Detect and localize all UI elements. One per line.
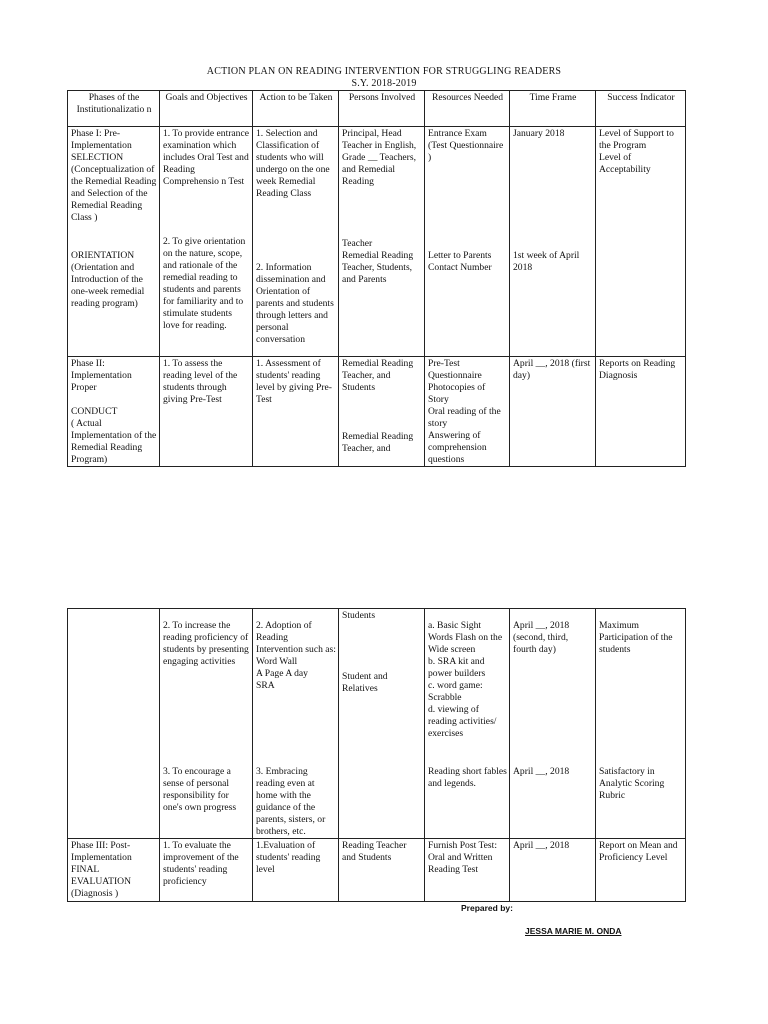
- time-2-text: 1st week of April 2018: [513, 250, 580, 273]
- resources-cell: [425, 357, 510, 467]
- time-text: April __, 2018 (first day): [513, 358, 591, 381]
- phase-conduct-text: Phase II: Implementation Proper CONDUCT ( Actual Implementation of the Remedial Reading Program): [71, 358, 157, 465]
- header-time-frame: Time Frame: [510, 91, 596, 127]
- success-text: Report on Mean and Proficiency Level: [599, 840, 678, 863]
- time-1-text: April __, 2018 (second, third, fourth day): [513, 620, 570, 655]
- action-cell: [253, 609, 339, 839]
- persons-relatives-text: Student and Relatives: [342, 671, 388, 694]
- resources-2-text: Letter to Parents Contact Number: [428, 250, 492, 273]
- goals-cell: [160, 839, 253, 902]
- persons-cell: [339, 127, 425, 357]
- phase-2-continued-row: [68, 609, 686, 839]
- resources-1-text: a. Basic Sight Words Flash on the Wide screen b. SRA kit and power builders c. word game: Scrabble d. viewing of reading activities/ exercises: [428, 620, 503, 739]
- persons-students-text: Students: [342, 610, 376, 621]
- phase-selection-text: Phase I: Pre-Implementation SELECTION (Conceptualization of the Remedial Reading and Selection of the Remedial Reading Class ): [71, 128, 157, 223]
- phase-3-row: [68, 839, 686, 902]
- goals-cell: [160, 357, 253, 467]
- success-cell: [596, 839, 686, 902]
- time-cell: [510, 609, 596, 839]
- action-2-text: 2. Adoption of Reading Intervention such as: Word Wall A Page A day SRA: [256, 620, 336, 691]
- phase-final-evaluation-text: Phase III: Post-Implementation FINAL EVALUATION (Diagnosis ): [71, 840, 132, 899]
- header-success: Success Indicator: [596, 91, 686, 127]
- phase-cell-empty: [68, 609, 160, 839]
- time-cell: [510, 839, 596, 902]
- persons-cell: [339, 609, 425, 839]
- prepared-by-label: Prepared by:: [461, 903, 513, 913]
- persons-1-text: Remedial Reading Teacher, and Students: [342, 358, 414, 393]
- resources-1-text: Entrance Exam (Test Questionnaire ): [428, 128, 504, 163]
- time-1-text: January 2018: [513, 128, 565, 139]
- resources-cell: [425, 839, 510, 902]
- action-cell: [253, 127, 339, 357]
- persons-cell: [339, 839, 425, 902]
- phase-orientation-text: ORIENTATION (Orientation and Introduction of the one-week remedial reading program): [71, 250, 145, 309]
- action-cell: [253, 839, 339, 902]
- action-plan-table-2: [67, 608, 686, 902]
- action-cell: [253, 357, 339, 467]
- phase-cell: [68, 357, 160, 467]
- time-2-text: April __, 2018: [513, 766, 570, 777]
- header-resources: Resources Needed: [425, 91, 510, 127]
- header-row: [68, 91, 686, 127]
- success-cell: [596, 127, 686, 357]
- action-plan-table-1: [67, 90, 686, 467]
- phase-1-row: [68, 127, 686, 357]
- resources-text: Pre-Test Questionnaire Photocopies of Story Oral reading of the story Answering of comprehension questions: [428, 358, 501, 465]
- success-2-text: Satisfactory in Analytic Scoring Rubric: [599, 766, 665, 801]
- time-text: April __, 2018: [513, 840, 570, 851]
- resources-cell: [425, 609, 510, 839]
- persons-2-text: Remedial Reading Teacher, and: [342, 431, 414, 454]
- header-action: Action to be Taken: [253, 91, 339, 127]
- header-goals: Goals and Objectives: [160, 91, 253, 127]
- persons-2-text: Teacher Remedial Reading Teacher, Students, and Parents: [342, 238, 414, 285]
- header-phases: Phases of the Institutionalizatio n: [68, 91, 160, 127]
- persons-1-text: Principal, Head Teacher in English, Grade __ Teachers, and Remedial Reading: [342, 128, 417, 187]
- phase-cell: [68, 839, 160, 902]
- goal-text: 1. To assess the reading level of the students through giving Pre-Test: [163, 358, 238, 405]
- success-text: Level of Support to the Program Level of Acceptability: [599, 128, 674, 175]
- goal-text: 1. To evaluate the improvement of the students' reading proficiency: [163, 840, 239, 887]
- resources-text: Furnish Post Test: Oral and Written Reading Test: [428, 840, 497, 875]
- document-title: ACTION PLAN ON READING INTERVENTION FOR STRUGGLING READERS: [206, 66, 562, 77]
- success-cell: [596, 357, 686, 467]
- time-cell: [510, 127, 596, 357]
- goal-2-text: 2. To give orientation on the nature, scope, and rationale of the remedial reading to students and parents for familiarity and to stimulate students love for reading.: [163, 236, 246, 331]
- action-1-text: 1. Selection and Classification of students who will undergo on the one week Remedial Reading Class: [256, 128, 330, 199]
- signatory-name: JESSA MARIE M. ONDA: [525, 926, 622, 936]
- action-2-text: 2. Information dissemination and Orientation of parents and students through letters and personal conversation: [256, 262, 334, 345]
- goals-cell: [160, 127, 253, 357]
- success-1-text: Maximum Participation of the students: [599, 620, 673, 655]
- success-cell: [596, 609, 686, 839]
- goal-1-text: 1. To provide entrance examination which includes Oral Test and Reading Comprehensio n Test: [163, 128, 249, 187]
- goals-cell: [160, 609, 253, 839]
- resources-2-text: Reading short fables and legends.: [428, 766, 507, 789]
- school-year: S.Y. 2018-2019: [351, 78, 417, 89]
- header-persons: Persons Involved: [339, 91, 425, 127]
- success-text: Reports on Reading Diagnosis: [599, 358, 676, 381]
- action-3-text: 3. Embracing reading even at home with the guidance of the parents, sisters, or brothers, etc.: [256, 766, 326, 837]
- goal-2-text: 2. To increase the reading proficiency of students by presenting engaging activities: [163, 620, 249, 667]
- persons-text: Reading Teacher and Students: [342, 840, 407, 863]
- action-text: 1.Evaluation of students' reading level: [256, 840, 321, 875]
- persons-cell: [339, 357, 425, 467]
- time-cell: [510, 357, 596, 467]
- phase-2-row: [68, 357, 686, 467]
- phase-cell: [68, 127, 160, 357]
- action-text: 1. Assessment of students' reading level by giving Pre-Test: [256, 358, 332, 405]
- goal-3-text: 3. To encourage a sense of personal responsibility for one's own progress: [163, 766, 237, 813]
- resources-cell: [425, 127, 510, 357]
